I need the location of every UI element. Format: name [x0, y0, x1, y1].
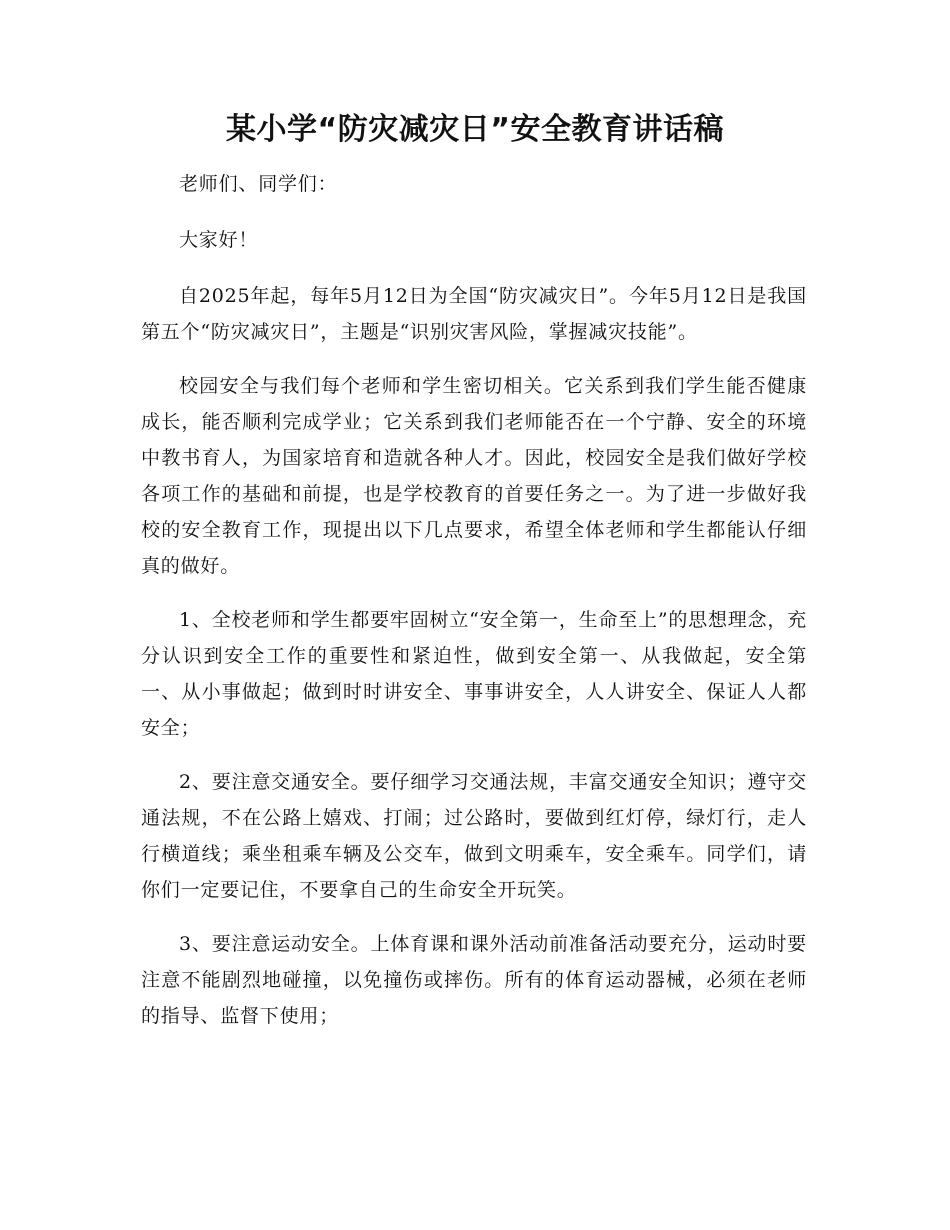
greeting: 大家好！ [179, 229, 259, 251]
paragraph-item-2: 2、要注意交通安全。要仔细学习交通法规，丰富交通安全知识；遵守交通法规，不在公路上嬉戏、打闹；过公路时，要做到红灯停，绿灯行，走人行横道线；乘坐租乘车辆及公交车，做到文明乘车，安全乘车。同学们，请你们一定要记住，不要拿自己的生命安全开玩笑。 [141, 771, 807, 901]
document-body [141, 166, 807, 1052]
paragraph-item-3: 3、要注意运动安全。上体育课和课外活动前准备活动要充分，运动时要注意不能剧烈地碰撞，以免撞伤或摔伤。所有的体育运动器械，必须在老师的指导、监督下使用； [141, 933, 807, 1027]
paragraph-item-1: 1、全校老师和学生都要牢固树立“安全第一，生命至上”的思想理念，充分认识到安全工作的重要性和紧迫性，做到安全第一、从我做起，安全第一、从小事做起；做到时时讲安全、事事讲安全，人人讲安全、保证人人都安全； [141, 609, 807, 739]
document-title: 某小学“防灾减灾日”安全教育讲话稿 [226, 112, 724, 147]
paragraph-intro: 自2025年起，每年5月12日为全国“防灾减灾日”。今年5月12日是我国第五个“防灾减灾日”，主题是“识别灾害风险，掌握减灾技能”。 [141, 285, 807, 343]
paragraph-campus-safety: 校园安全与我们每个老师和学生密切相关。它关系到我们学生能否健康成长，能否顺利完成学业；它关系到我们老师能否在一个宁静、安全的环境中教书育人，为国家培育和造就各种人才。因此，校园安全是我们做好学校各项工作的基础和前提，也是学校教育的首要任务之一。为了进一步做好我校的安全教育工作，现提出以下几点要求，希望全体老师和学生都能认仔细真的做好。 [141, 375, 807, 577]
salutation: 老师们、同学们： [179, 173, 338, 195]
